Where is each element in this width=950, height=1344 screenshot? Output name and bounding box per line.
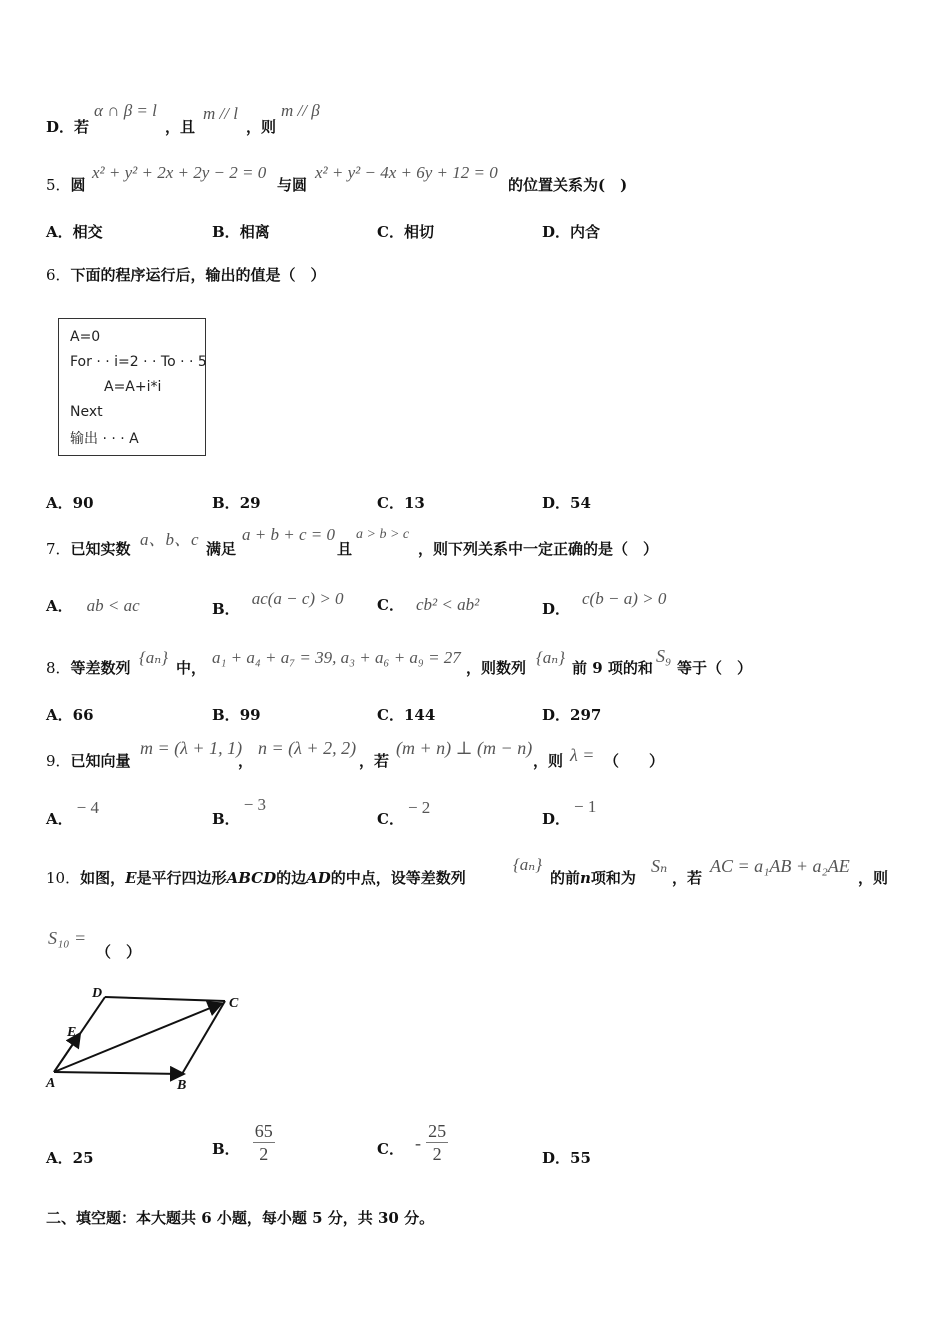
option-text: 99 <box>239 706 261 724</box>
q8-post: 等于（ ） <box>677 659 753 677</box>
q10-stem <box>46 867 466 888</box>
q7-option-b <box>212 588 344 618</box>
sign: - <box>415 1132 422 1153</box>
option-label: D． <box>46 118 75 136</box>
text: 是平行四边形 <box>136 869 227 887</box>
option-label: D． <box>542 810 571 828</box>
text: 圆 <box>70 176 86 194</box>
q8-stem <box>46 657 131 678</box>
q5-option-a <box>46 221 103 242</box>
code-line: For · · i=2 · · To · · 5 <box>70 354 207 370</box>
text: AD <box>306 869 331 887</box>
q7-option-a <box>46 595 140 616</box>
q8-mid1: 中， <box>176 659 207 677</box>
option-label: A． <box>46 597 73 615</box>
option-text: 13 <box>403 494 425 512</box>
option-label: D． <box>542 1149 571 1167</box>
parallelogram-figure <box>42 984 252 1096</box>
label-c: C <box>229 996 239 1011</box>
option-label: B． <box>212 600 240 618</box>
denominator: 2 <box>432 1144 442 1164</box>
text: 如图， <box>80 869 126 887</box>
text: E <box>125 869 137 887</box>
question-number: 10． <box>46 869 81 887</box>
option-text: 54 <box>570 494 591 512</box>
question-number: 7． <box>46 540 71 558</box>
q8-option-d <box>542 704 601 725</box>
q9-option-c <box>377 797 431 828</box>
numerator: 25 <box>428 1121 447 1141</box>
q4-option-d <box>46 116 89 137</box>
text: 项和为 <box>590 869 636 887</box>
q10-s10: S₁₀ = <box>48 928 87 948</box>
q9-stem <box>46 750 131 771</box>
option-label: B． <box>212 810 240 828</box>
option-label: C． <box>377 596 404 614</box>
q4-math-2: m // l <box>203 104 238 123</box>
text: n <box>580 869 591 887</box>
option-text: 相交 <box>72 223 103 241</box>
option-text: 55 <box>570 1149 591 1167</box>
q9-option-d <box>542 796 597 828</box>
q6-stem <box>46 264 326 285</box>
q5-post: 的位置关系为( ) <box>508 176 628 194</box>
option-label: C． <box>377 494 404 512</box>
q6-option-b <box>212 492 261 513</box>
q7-vars: a、b、c <box>140 530 199 549</box>
code-line: A=0 <box>70 329 101 345</box>
question-number: 6． <box>46 266 71 284</box>
option-label: B． <box>212 1140 240 1158</box>
text: 若 <box>74 118 90 136</box>
option-text: 相切 <box>403 223 434 241</box>
q4-text-and: ，且 <box>165 118 196 136</box>
q8-mid2: ，则数列 <box>466 659 527 677</box>
q10-seq: {aₙ} <box>513 855 542 874</box>
option-label: C． <box>377 1140 404 1158</box>
option-math: − 3 <box>243 795 267 814</box>
option-label: B． <box>212 706 240 724</box>
code-line: 输出 · · · A <box>70 431 139 447</box>
q7-mid1: 满足 <box>206 540 237 558</box>
option-math: − 4 <box>76 798 99 817</box>
text: 等差数列 <box>70 659 131 677</box>
option-label: A． <box>46 706 73 724</box>
option-label: D． <box>542 706 571 724</box>
text: 已知实数 <box>70 540 131 558</box>
option-math: c(b − a) > 0 <box>582 589 667 608</box>
option-label: A． <box>46 810 73 828</box>
q7-post: ，则下列关系中一定正确的是（ ） <box>418 540 659 558</box>
numerator: 65 <box>254 1121 273 1141</box>
q7-mid2: 且 <box>337 540 353 558</box>
q10-stem-4: ，则 <box>858 869 889 887</box>
q8-seq2: {aₙ} <box>536 648 565 667</box>
q6-option-a <box>46 492 94 513</box>
q10-option-b <box>212 1120 275 1165</box>
denominator: 2 <box>259 1144 269 1164</box>
option-math: cb² < ab² <box>415 595 480 614</box>
label-a: A <box>46 1076 56 1091</box>
option-text: 297 <box>570 706 602 724</box>
option-label: D． <box>542 600 571 618</box>
q10-vector-eq: AC = a₁AB + a₂AE <box>710 856 850 876</box>
q8-option-a <box>46 704 94 725</box>
q5-circle-2: x² + y² − 4x + 6y + 12 = 0 <box>315 163 498 182</box>
q9-vector-m: m = (λ + 1, 1) <box>140 738 243 758</box>
option-label: A． <box>46 494 73 512</box>
q5-option-c <box>377 221 434 242</box>
option-math: ab < ac <box>86 596 140 615</box>
option-math: ac(a − c) > 0 <box>251 589 344 608</box>
q10-option-c <box>377 1120 448 1165</box>
option-label: A． <box>46 223 73 241</box>
q5-option-d <box>542 221 600 242</box>
q9-option-b <box>212 794 267 828</box>
q9-cond: (m + n) ⊥ (m − n) <box>396 738 533 758</box>
q9-mid: ，若 <box>359 752 390 770</box>
q10-stem-3: ，若 <box>672 869 703 887</box>
question-number: 5． <box>46 176 71 194</box>
vector-ac <box>54 1004 220 1072</box>
text: 的中点，设等差数列 <box>330 869 466 887</box>
code-line: A=A+i*i <box>104 379 162 395</box>
option-label: A． <box>46 1149 73 1167</box>
option-text: 144 <box>403 706 436 724</box>
q6-option-c <box>377 492 425 513</box>
fraction <box>253 1120 275 1165</box>
text: ABCD <box>226 869 277 887</box>
option-label: B． <box>212 494 240 512</box>
option-math: − 2 <box>407 798 431 817</box>
q5-stem <box>46 174 86 195</box>
section-title: 二、填空题：本大题共 6 小题，每小题 5 分，共 30 分。 <box>46 1209 435 1227</box>
q9-mid2: ，则 <box>533 752 564 770</box>
fraction <box>426 1120 448 1165</box>
program-box <box>58 318 206 456</box>
minus-sign <box>415 1132 421 1154</box>
q4-text-then: ，则 <box>246 118 277 136</box>
option-label: C． <box>377 706 404 724</box>
q7-option-d <box>542 588 667 618</box>
q4-math-3: m // β <box>281 101 320 120</box>
q10-stem-2 <box>550 867 636 888</box>
q7-stem <box>46 538 131 559</box>
q8-seq: {aₙ} <box>139 648 168 667</box>
q4-math-1: α ∩ β = l <box>94 101 157 120</box>
option-label: B． <box>212 223 240 241</box>
edge-cb <box>182 1001 225 1074</box>
q6-option-d <box>542 492 591 513</box>
option-label: C． <box>377 810 404 828</box>
code-line: Next <box>70 404 103 420</box>
q8-option-b <box>212 704 261 725</box>
q5-option-b <box>212 221 270 242</box>
option-label: C． <box>377 223 404 241</box>
option-text: 90 <box>72 494 94 512</box>
option-label: D． <box>542 223 571 241</box>
option-text: 内含 <box>570 223 601 241</box>
text: 已知向量 <box>70 752 131 770</box>
q9-option-a <box>46 797 99 828</box>
q9-post: （ ） <box>604 752 665 770</box>
text: 的前 <box>550 869 581 887</box>
q10-sn: Sₙ <box>651 856 668 876</box>
edge-dc <box>105 997 225 1001</box>
label-d: D <box>92 986 103 1001</box>
q5-mid: 与圆 <box>277 176 308 194</box>
label-b: B <box>177 1078 187 1093</box>
label-e: E <box>67 1025 77 1040</box>
q9-lambda: λ = <box>570 745 595 765</box>
q7-option-c <box>377 594 479 615</box>
option-text: 29 <box>239 494 261 512</box>
q8-sum: S₉ <box>656 646 672 666</box>
q10-option-a <box>46 1147 94 1168</box>
vector-ab <box>54 1072 182 1074</box>
q8-cond: a₁ + a₄ + a₇ = 39, a₃ + a₆ + a₉ = 27 <box>212 648 461 667</box>
option-text: 66 <box>72 706 94 724</box>
question-number: 9． <box>46 752 71 770</box>
q9-vector-n: n = (λ + 2, 2) <box>258 738 357 758</box>
option-label: D． <box>542 494 571 512</box>
q9-comma: ， <box>238 752 254 770</box>
q10-option-d <box>542 1147 591 1168</box>
q8-mid3: 前 9 项的和 <box>572 659 653 677</box>
q7-cond1: a + b + c = 0 <box>242 525 335 544</box>
q8-option-c <box>377 704 435 725</box>
q10-paren: （ ） <box>96 943 142 961</box>
text: 的边 <box>276 869 307 887</box>
option-text: 25 <box>72 1149 94 1167</box>
option-text: 相离 <box>239 223 270 241</box>
option-math: − 1 <box>574 797 597 816</box>
q5-circle-1: x² + y² + 2x + 2y − 2 = 0 <box>92 163 267 182</box>
q7-cond2: a > b > c <box>356 527 410 542</box>
text: 下面的程序运行后，输出的值是（ ） <box>70 266 326 284</box>
question-number: 8． <box>46 659 71 677</box>
